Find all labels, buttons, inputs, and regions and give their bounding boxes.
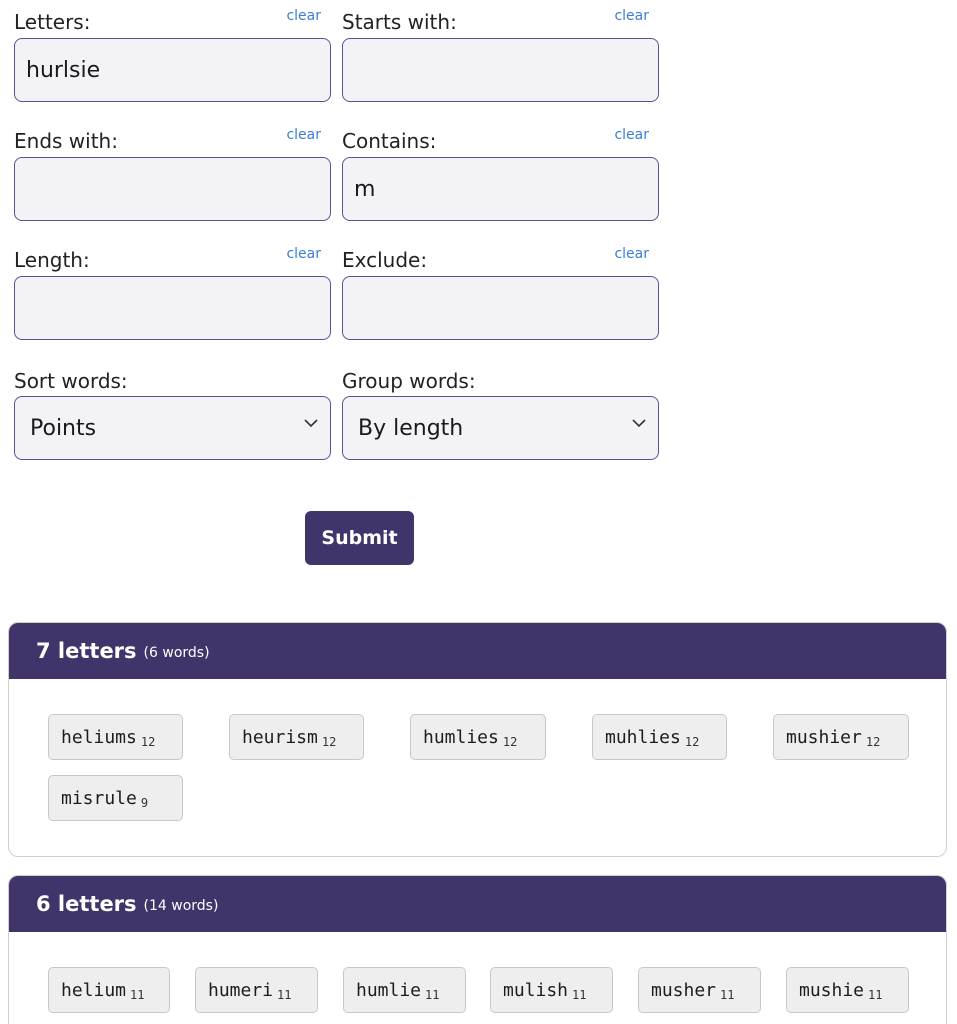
tile-points: 11 [720,988,735,1002]
tile-points: 11 [572,988,587,1002]
tile-word: heurism [242,726,318,748]
tile-word: muhlies [605,726,681,748]
length-input[interactable] [14,276,331,340]
tile-word: humlies [423,726,499,748]
starts-with-input[interactable] [342,38,659,102]
word-tile[interactable] [773,714,909,760]
tile-word: humlie [356,979,422,1001]
tile-points: 12 [502,735,518,749]
starts-with-clear-link[interactable]: clear [614,8,649,24]
letters-clear-link[interactable]: clear [286,8,321,24]
word-tile[interactable] [48,775,183,821]
chevron-down-icon [304,419,318,428]
tile-word: misrule [61,787,137,809]
group-header [9,876,946,932]
contains-label: Contains: [342,129,437,153]
tile-points: 11 [130,988,145,1002]
tile-points: 9 [140,796,149,810]
word-tile[interactable] [592,714,727,760]
sort-words-label: Sort words: [14,369,128,393]
word-tile[interactable] [410,714,546,760]
exclude-input[interactable] [342,276,659,340]
chevron-down-icon [632,419,646,428]
contains-input[interactable] [342,157,659,221]
letters-label: Letters: [14,10,91,34]
group-words-label: Group words: [342,369,476,393]
result-group-7-letters [8,622,947,857]
word-tile[interactable] [48,714,183,760]
tile-word: mulish [503,979,569,1001]
word-tile[interactable] [786,967,909,1013]
tile-word: musher [651,979,717,1001]
tile-points: 12 [684,735,700,749]
tile-points: 11 [277,988,292,1002]
group-header [9,623,946,679]
exclude-clear-link[interactable]: clear [614,246,649,262]
word-tile[interactable] [638,967,761,1013]
tile-word: heliums [61,726,137,748]
ends-with-label: Ends with: [14,129,118,153]
length-clear-link[interactable]: clear [286,246,321,262]
word-tile[interactable] [490,967,613,1013]
sort-words-value: Points [30,415,97,441]
word-tile[interactable] [343,967,466,1013]
tile-points: 12 [140,735,156,749]
length-label: Length: [14,248,90,272]
tile-word: humeri [208,979,274,1001]
tile-points: 12 [865,735,881,749]
tile-word: mushie [799,979,865,1001]
group-words-value: By length [358,415,464,441]
result-group-6-letters [8,875,947,1024]
tile-word: helium [61,979,127,1001]
letters-input[interactable] [14,38,331,102]
sort-words-select[interactable] [14,396,331,460]
submit-button[interactable]: Submit [305,511,414,565]
word-tile[interactable] [195,967,318,1013]
word-tile[interactable] [229,714,364,760]
word-tile[interactable] [48,967,170,1013]
group-title: 6 letters [36,892,137,916]
group-title: 7 letters [36,639,137,663]
tile-points: 11 [868,988,883,1002]
starts-with-label: Starts with: [342,10,457,34]
group-word-count: (6 words) [143,645,210,661]
contains-clear-link[interactable]: clear [614,127,649,143]
tile-points: 12 [321,735,337,749]
ends-with-input[interactable] [14,157,331,221]
ends-with-clear-link[interactable]: clear [286,127,321,143]
tile-word: mushier [786,726,862,748]
tile-points: 11 [425,988,440,1002]
group-words-select[interactable] [342,396,659,460]
exclude-label: Exclude: [342,248,428,272]
group-word-count: (14 words) [143,898,219,914]
